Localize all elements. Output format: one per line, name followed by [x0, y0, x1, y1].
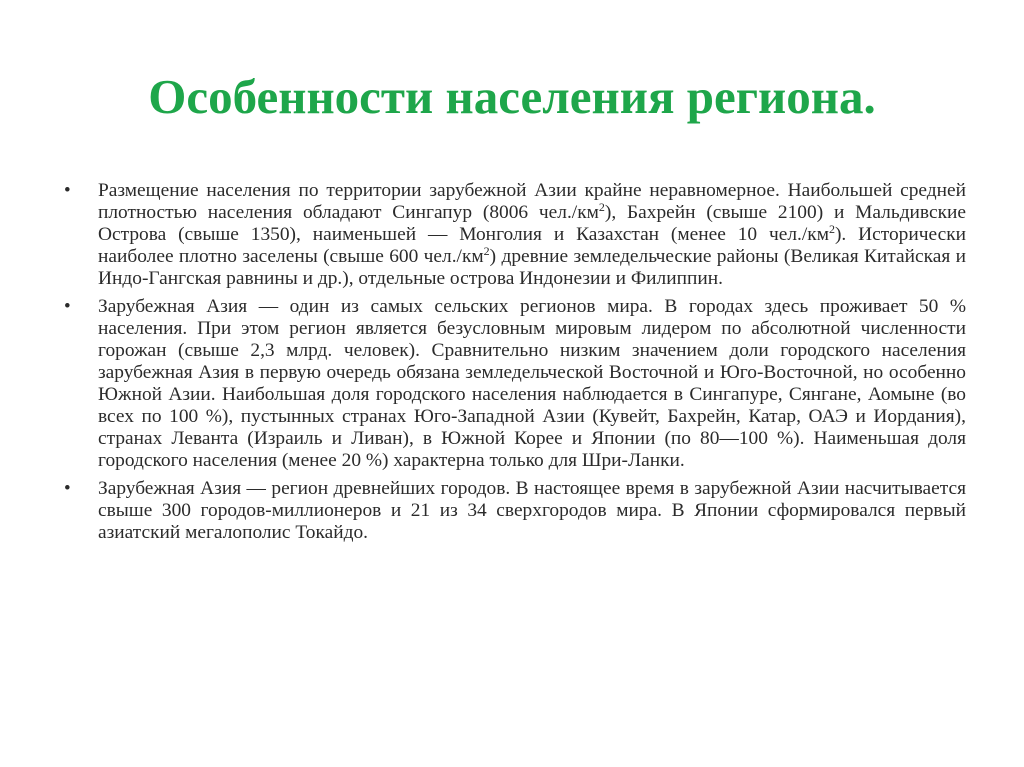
paragraph-text: ) древние земледельческие районы (Великая Китайская и Индо-Гангская равнины и др.), отдельные острова Индонезии и Филиппин.	[98, 246, 966, 289]
slide-title: Особенности населения региона.	[148, 69, 876, 124]
superscript: 2	[828, 222, 835, 236]
paragraph-text: Размещение населения по территории зарубежной Азии крайне неравномерное. Наибольшей средней плотностью населения обладают Сингапур (8006 чел./км	[98, 180, 966, 223]
paragraph-text: ), Бахрейн (свыше 2100) и Мальдивские Острова (свыше 1350), наименьшей — Монголия и Казахстан (менее 10 чел./км	[98, 202, 966, 245]
bullet-list	[62, 180, 966, 550]
bullet-item-cities	[62, 478, 966, 544]
bullet-item-density	[62, 180, 966, 290]
superscript: 2	[598, 200, 605, 214]
bullet-mark: •	[64, 296, 71, 317]
bullet-mark: •	[64, 478, 71, 499]
paragraph-text: Зарубежная Азия — регион древнейших городов. В настоящее время в зарубежной Азии насчитывается свыше 300 городов-миллионеров и 21 из 34 сверхгородов мира. В Японии сформировался первый азиатский мегалополис Токайдо.	[98, 478, 966, 543]
bullet-mark: •	[64, 180, 71, 201]
paragraph-text: Зарубежная Азия — один из самых сельских регионов мира. В городах здесь проживает 50 % населения. При этом регион является безусловным мировым лидером по абсолютной численности горожан (свыше 2,3 млрд. человек). Сравнительно низким значением доли городского населения зарубежная Азия в первую очередь обязана земледельческой Восточной и Юго-Восточной, но особенно Южной Азии. Наибольшая доля городского населения наблюдается в Сингапуре, Сянгане, Аомыне (во всех по 100 %), пустынных странах Юго-Западной Азии (Кувейт, Бахрейн, Катар, ОАЭ и Иордания), странах Леванта (Израиль и Ливан), в Южной Корее и Японии (по 80—100 %). Наименьшая доля городского населения (менее 20 %) характерна только для Шри-Ланки.	[98, 296, 966, 471]
bullet-item-urbanization	[62, 296, 966, 472]
paragraph-text: ). Исторически наиболее плотно заселены (свыше 600 чел./км	[98, 224, 966, 267]
superscript: 2	[483, 244, 490, 258]
